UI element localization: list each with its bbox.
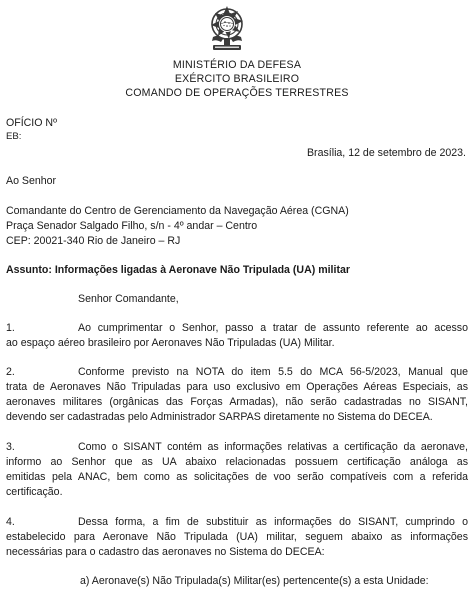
paragraph-number: 2. xyxy=(6,366,15,378)
paragraph-line: certificação. xyxy=(6,486,63,498)
coat-of-arms-seal xyxy=(207,4,247,52)
org-line-army: EXÉRCITO BRASILEIRO xyxy=(174,73,300,85)
paragraph-line: Ao cumprimentar o Senhor, passo a tratar de assunto referente ao acesso xyxy=(78,322,468,334)
recipient-cep: CEP: 20021-340 Rio de Janeiro – RJ xyxy=(6,235,181,247)
recipient-title: Comandante do Centro de Gerenciamento da Navegação Aérea (CGNA) xyxy=(6,205,349,217)
paragraph-line: Dessa forma, a fim de substituir as informações do SISANT, cumprindo o xyxy=(78,516,468,528)
paragraph-line: necessárias para o cadastro das aeronaves no Sistema do DECEA: xyxy=(6,546,325,558)
paragraph-line: Como o SISANT contém as informações relativas a certificação da aeronave, xyxy=(78,441,468,453)
paragraph-line: aeronaves militares (orgânicas das Forças Armadas), não serão cadastradas no SISANT, xyxy=(6,396,468,408)
oficio-number-label: OFÍCIO Nº xyxy=(6,117,57,129)
recipient-address: Praça Senador Salgado Filho, s/n - 4º andar – Centro xyxy=(6,220,258,232)
paragraph-line: estabelecido para Aeronave Não Tripulada (UA) militar, seguem abaixo as informações xyxy=(6,531,468,543)
org-line-command: COMANDO DE OPERAÇÕES TERRESTRES xyxy=(125,87,349,99)
paragraph-line: devendo ser cadastradas pelo Administrador SARPAS diretamente no Sistema do DECEA. xyxy=(6,411,433,423)
paragraph-line: informo ao Senhor que as UA abaixo relacionadas possuem certificação análoga as xyxy=(6,456,468,468)
paragraph-number: 4. xyxy=(6,516,15,528)
greeting: Senhor Comandante, xyxy=(78,293,179,305)
list-item-a: a) Aeronave(s) Não Tripulada(s) Militar(es) pertencente(s) a esta Unidade: xyxy=(80,575,429,587)
paragraph-line: emitidas pela ANAC, bem como as solicitações de voo serão compatíveis com a referida xyxy=(6,471,468,483)
paragraph-number: 1. xyxy=(6,322,15,334)
date-line: Brasília, 12 de setembro de 2023. xyxy=(306,147,466,159)
subject-line: Assunto: Informações ligadas à Aeronave Não Tripulada (UA) militar xyxy=(6,264,350,276)
salutation: Ao Senhor xyxy=(6,175,57,187)
paragraph-number: 3. xyxy=(6,441,15,453)
paragraph-line: ao espaço aéreo brasileiro por Aeronaves Não Tripuladas (UA) Militar. xyxy=(6,337,335,349)
org-line-ministry: MINISTÉRIO DA DEFESA xyxy=(172,59,302,71)
paragraph-line: Conforme previsto na NOTA do item 5.5 do MCA 56-5/2023, Manual que xyxy=(78,366,468,378)
paragraph-line: trata de Aeronaves Não Tripuladas para uso exclusivo em Operações Aéreas Especiais, as xyxy=(6,381,468,393)
eb-label: EB: xyxy=(6,131,22,142)
